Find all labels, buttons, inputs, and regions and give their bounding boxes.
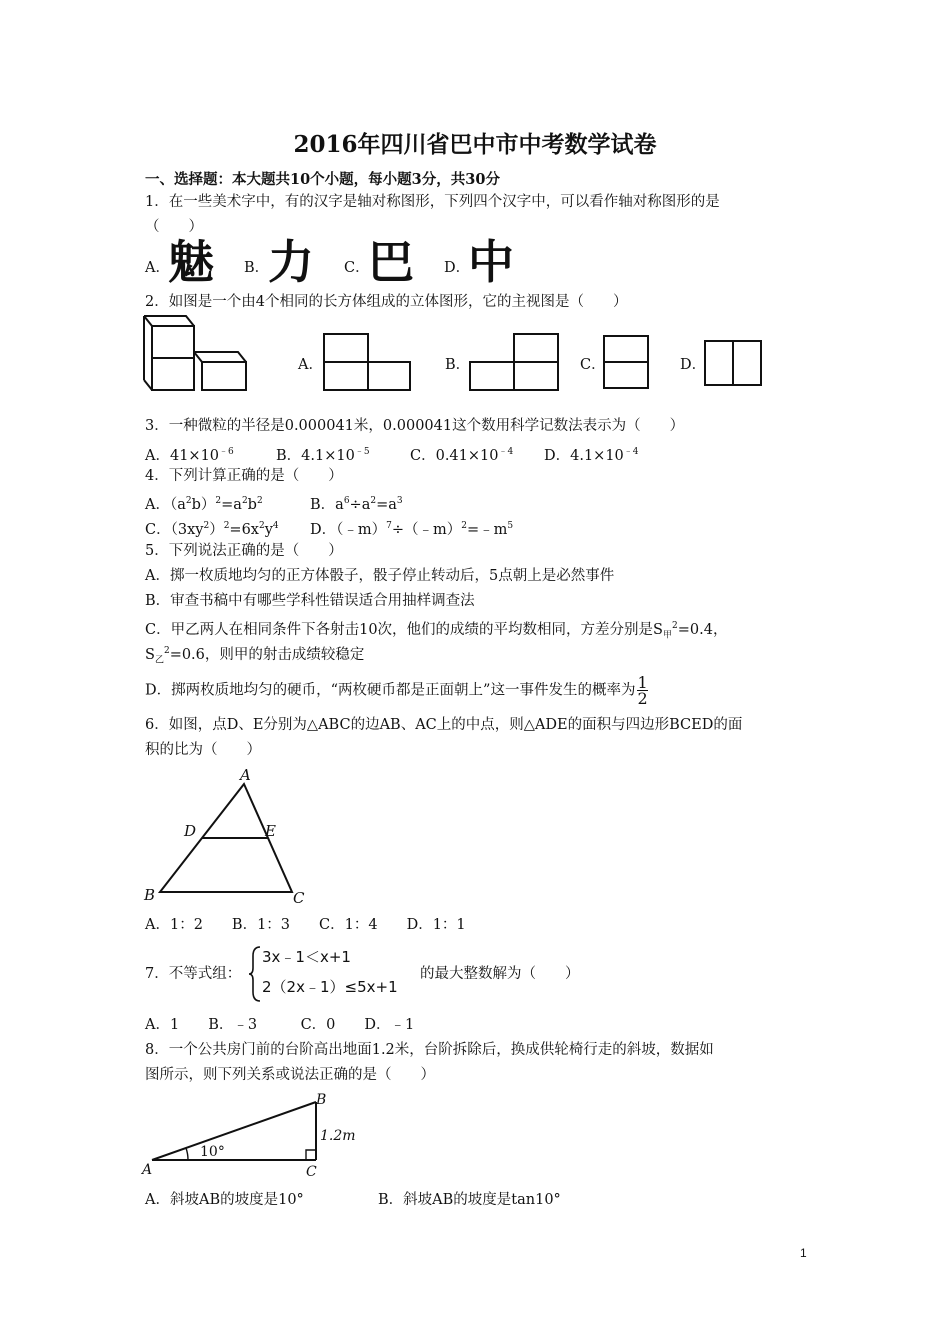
q2-option-d-view [702,338,764,390]
q1-option-c-label: C． [344,260,370,276]
q6-triangle-figure [140,764,310,908]
q7-stem-head: 7．不等式组： [145,966,242,982]
q1-option-d-char: 中 [468,235,514,289]
q4-stem: 4．下列计算正确的是（ ） [145,468,343,484]
q4-option-d: D．$(﹣m)^7\div(﹣m)^2=﹣m^5$ [310,521,514,538]
q1-option-d-label: D． [444,260,471,276]
q5-option-d: D．掷两枚质地均匀的硬币，“两枚硬币都是正面朝上”这一事件发生的概率为 $\frac{1}{2}$ [145,673,648,708]
q6-label-a: A [240,766,251,784]
q2-option-b-label: B． [445,357,471,373]
q2-option-a-view [320,332,414,394]
q3-option-b: B．$4.1\times 10^{﹣5}$ [276,447,370,464]
section-heading: 一、选择题：本大题共10个小题，每小题3分，共30分 [145,171,500,188]
q6-label-c: C [293,889,305,907]
q7-brace [248,944,262,1004]
q8-option-b: B．斜坡AB的坡度是tan10° [378,1192,561,1208]
q5-stem: 5．下列说法正确的是（ ） [145,543,343,559]
q4-option-c: C．$(3xy^2)^2=6x^2y^4$ [145,521,279,538]
q8-stem-line1: 8．一个公共房门前的台阶高出地面1.2米，台阶拆除后，换成供轮椅行走的斜坡，数据如 [145,1042,714,1058]
q8-option-a: A．斜坡AB的坡度是10° [145,1192,304,1208]
q2-option-a-label: A． [298,357,323,373]
q7-options: A．1 B．﹣3 C．0 D．﹣1 [145,1017,415,1033]
q5-option-b: B．审查书稿中有哪些学科性错误适合用抽样调查法 [145,593,475,609]
q1-option-a-char: 魅 [168,235,214,289]
q8-angle-label: 10° [200,1144,225,1160]
q1-option-a-label: A． [145,260,170,276]
q2-option-d-label: D． [680,357,707,373]
page-number: 1 [800,1246,807,1260]
q6-stem-line1: 6．如图，点D、E分别为△ABC的边AB、AC上的中点，则△ADE的面积与四边形BCED的面 [145,717,743,733]
q8-label-a: A [142,1162,153,1178]
q3-option-a: A．$41\times 10^{﹣6}$ [145,447,234,464]
probability-fraction: $\frac{1}{2}$ [637,673,648,708]
q6-label-e: E [265,822,276,840]
q1-stem-line2: （ ） [145,219,203,235]
q1-option-c-char: 巴 [368,235,414,289]
q3-option-c: C．$0.41\times 10^{﹣4}$ [410,447,514,464]
q6-stem-line2: 积的比为（ ） [145,742,261,758]
q6-label-d: D [184,822,197,840]
q2-option-c-view [600,334,652,394]
q1-stem-line1: 1．在一些美术字中，有的汉字是轴对称图形，下列四个汉字中，可以看作轴对称图形的是 [145,194,720,210]
q3-stem: 3．一种微粒的半径是0.000041米，0.000041这个数用科学记数法表示为（ ） [145,418,685,434]
q2-solid-figure [142,312,252,394]
q8-label-c: C [306,1164,317,1180]
q4-option-a: A．$(a^2b)^2=a^2b^2$ [145,496,263,513]
q4-option-b: B．$a^6\div a^2=a^3$ [310,496,403,513]
q5-option-c-line1: C．甲乙两人在相同条件下各射击10次，他们的成绩的平均数相同，方差分别是$S_甲^2=0.4$， [145,621,728,641]
q7-stem-tail: 的最大整数解为（ ） [420,966,580,982]
q5-option-a: A．掷一枚质地均匀的正方体骰子，骰子停止转动后，5点朝上是必然事件 [145,568,615,584]
q2-stem: 2．如图是一个由4个相同的长方体组成的立体图形，它的主视图是（ ） [145,294,628,310]
q2-option-b-view [466,332,562,394]
q8-height-label: 1.2m [320,1128,356,1144]
q7-inequality-2: 2（2x﹣1）≤5x+1 [262,978,398,996]
q3-option-d: D．$4.1\times 10^{﹣4}$ [544,447,639,464]
q8-label-b: B [316,1092,327,1108]
page-title: 2016年四川省巴中市中考数学试卷 [293,131,657,158]
q5-option-c-line2: $S_乙^2=0.6$，则甲的射击成绩较稳定 [145,646,365,666]
q1-option-b-char: 力 [268,235,314,289]
q7-inequality-1: 3x﹣1＜x+1 [262,948,351,966]
q8-stem-line2: 图所示，则下列关系或说法正确的是（ ） [145,1067,435,1083]
q1-option-b-label: B． [244,260,270,276]
q6-label-b: B [144,886,156,904]
q8-slope-figure [140,1088,356,1180]
q2-option-c-label: C． [580,357,606,373]
q6-options: A．1：2 B．1：3 C．1：4 D．1：1 [145,917,466,933]
